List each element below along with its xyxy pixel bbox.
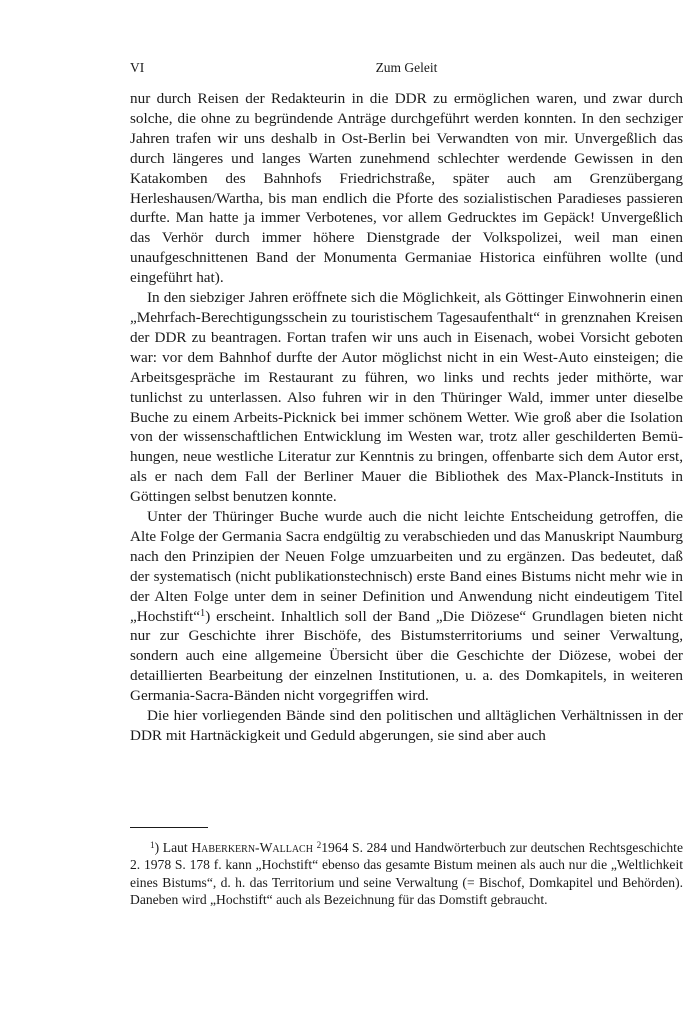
footnote-1: $^1$) Laut Haberkern-Wallach $^2$1964 S. 284 und Handwörterbuch zur deutschen Rechtsgeschichte 2. 1978 S. 178 f. kann „Hochstift“ ebenso das gesamte Bistum meinen als auch nur die „Weltlichkeit eines Bistums“, d. h. das Territorium und seine Verwaltung (= Bischof, Domkapitel und Behörden). Daneben wird „Hochstift“ auch als Bezeichnung für das Domstift gebraucht. xyxy=(130,839,683,907)
footnote-author: Haberkern-Wallach xyxy=(191,840,313,855)
footnotes xyxy=(130,839,683,908)
paragraph-2: In den siebziger Jahren eröffnete sich die Möglichkeit, als Göttinger Einwohnerin einen „Mehrfach-Berechtigungsschein zu touristischem Tagesaufenthalt“ in grenznahen Kreisen der DDR zu beantragen. Fortan trafen wir uns auch in Eisenach, wobei Vorsicht geboten war: vor dem Bahnhof durfte der Autor möglichst nicht in ein West-Auto einsteigen; die Arbeitsgespräche im Restaurant zu führen, wo links und rechts jeder mithörte, war tunlichst zu unterlassen. Also fuhren wir in den Thüringer Wald, immer unter dieselbe Buche zu einem Arbeits-Picknick bei immer schönem Wetter. Wie groß aber die Isolation von der wissenschaftlichen Entwicklung im Westen war, trotz aller geschilderten Bemühungen, neue westliche Literatur zur Kenntnis zu bringen, offenbarte sich dem Autor erst, als er nach dem Fall der Berliner Mauer die Bibliothek des Max-Planck-Instituts in Göttingen selbst benutzen konnte. xyxy=(130,289,683,506)
body-text xyxy=(130,89,683,746)
footnote-reference: 1 xyxy=(200,607,206,619)
footnote-separator xyxy=(130,827,208,828)
running-header xyxy=(130,60,683,80)
paragraph-1: nur durch Reisen der Redakteurin in die DDR zu ermöglichen waren, und zwar durch solche, die ohne zu begründende Anträge durchgeführt werden konnten. In den sechziger Jahren trafen wir uns deshalb in Ost-Berlin bei Verwandten von mir. Unvergeßlich das durch längeres und langes Warten zunehmend schlechter werdende Gewissen in den Katakomben des Bahnhofs Friedrichstraße, später auch am Grenzübergang Herleshausen/Wartha, bis man endlich die Pforte des sozialistischen Paradieses passieren durfte. Man hatte ja immer Verbotenes, vor allem Gedrucktes im Gepäck! Unvergeßlich das Verhör durch immer höhere Dienstgrade der Volkspolizei, weil man einen unaufgeschnittenen Band der Monumenta Germaniae Historica einführen wollte (und eingeführt hat). xyxy=(130,90,683,287)
footnote-edition: 2 xyxy=(316,839,322,850)
page-number: VI xyxy=(130,60,145,75)
footnote-text: 1964 S. 284 und Handwörterbuch zur deutschen Rechtsgeschichte 2. 1978 S. 178 f. kann „Hochstift“ ebenso das gesamte Bistum meinen als auch nur die „Weltlichkeit eines Bistums“, d. h. das Territorium und seine Verwaltung (= Bischof, Domkapitel und Behörden). Daneben wird „Hochstift“ auch als Bezeichnung für das Domstift gebraucht. xyxy=(130,840,683,907)
running-title: Zum Geleit xyxy=(375,60,438,75)
footnote-marker-close: ) xyxy=(154,840,160,855)
paragraph-3-part-b: ) erscheint. Inhaltlich soll der Band „Die Diözese“ Grundlagen bieten nicht nur zur Geschichte ihrer Bischöfe, des Bistumsterritoriums und seiner Verwaltung, sondern auch eine allgemeine Übersicht über die Geschichte der Diözese, wobei der detaillierten Bearbeitung der einzelnen Institutionen, u. a. des Domkapitels, in weiteren Germania-Sacra-Bänden nicht vorgegriffen wird. xyxy=(130,607,683,705)
paragraph-3-part-a: Unter der Thüringer Buche wurde auch die nicht leichte Entscheidung getroffen, die Alte Folge der Germania Sacra endgültig zu verabschieden und das Manuskript Naumburg nach den Prinzipien der Neuen Folge umzuarbeiten und zu ergänzen. Das bedeutet, daß der systematisch (nicht publikationstechnisch) erste Band eines Bistums nicht mehr wie in der Alten Folge unter dem in seiner Definition und Anwendung nicht eindeutigem Titel „Hochstift“ xyxy=(130,508,683,625)
footnote-marker: 1 xyxy=(150,839,155,850)
paragraph-4: Die hier vorliegenden Bände sind den politischen und alltäglichen Verhältnissen in der DDR mit Hartnäckigkeit und Geduld abgerungen, sie sind aber auch xyxy=(130,707,683,744)
paragraph-3 xyxy=(130,507,683,706)
